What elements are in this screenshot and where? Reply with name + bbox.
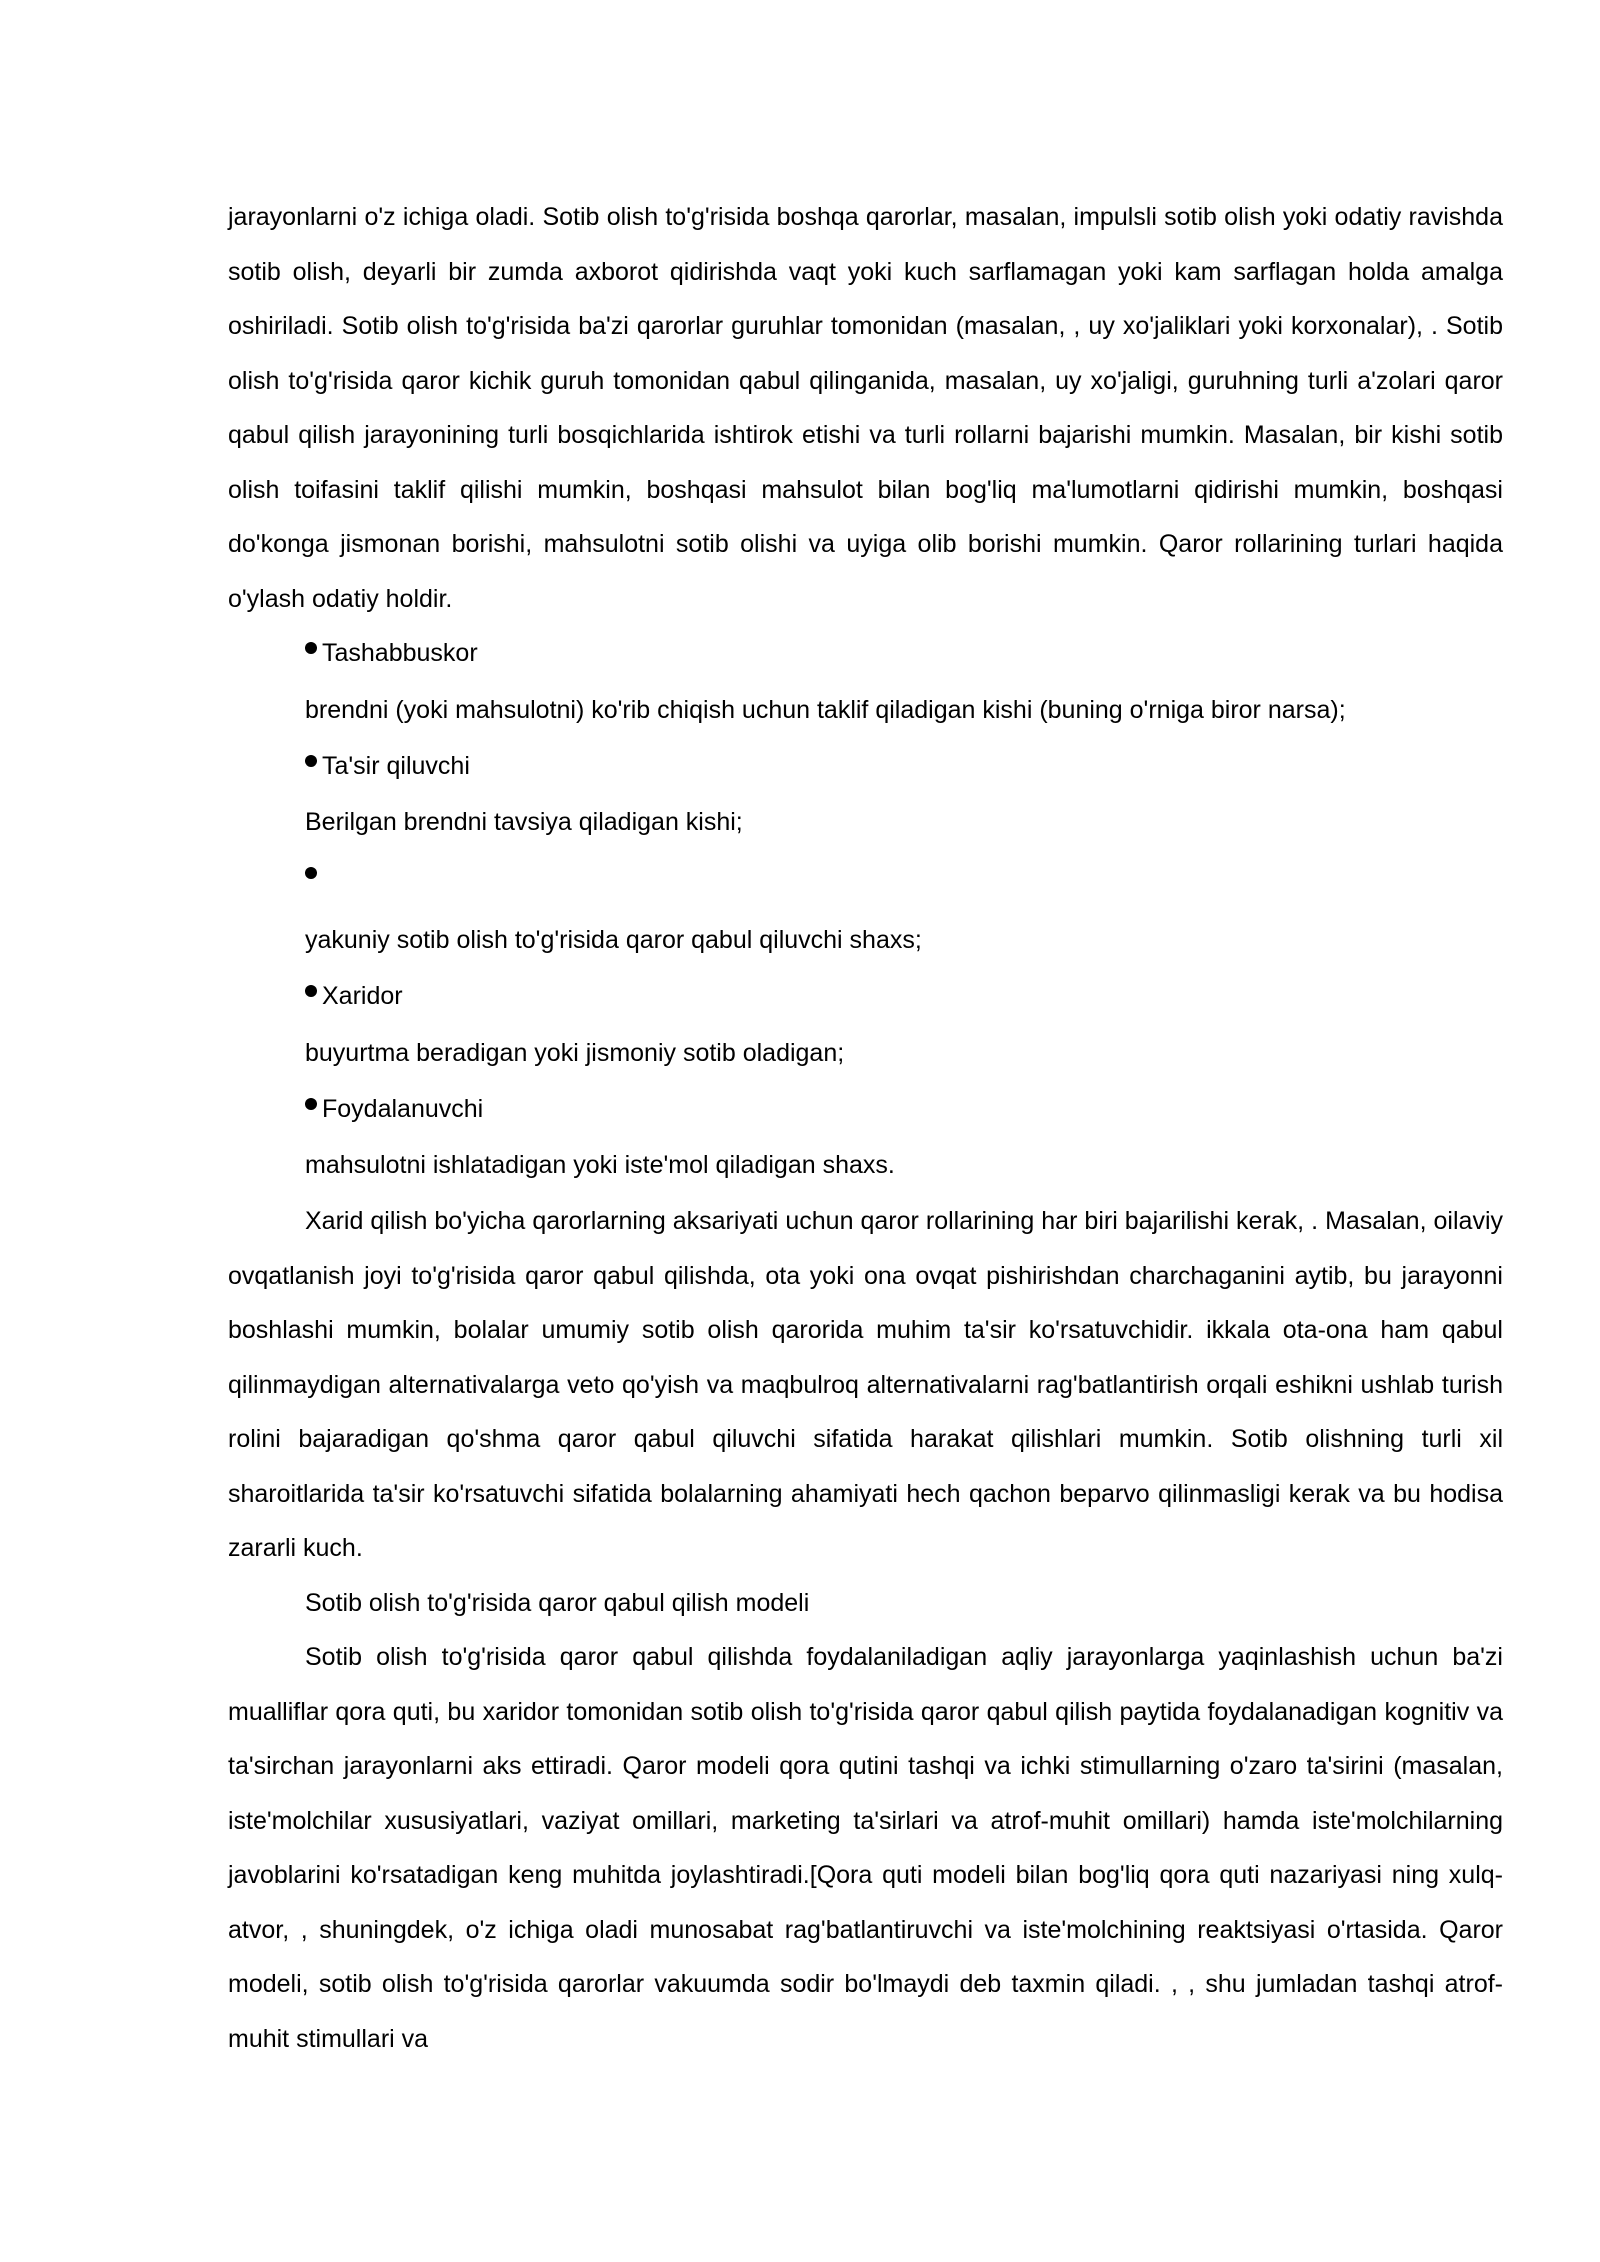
role-description: Berilgan brendni tavsiya qiladigan kishi; <box>305 808 743 836</box>
decision-roles-list <box>228 626 1503 1194</box>
role-title: Ta'sir qiluvchi <box>322 751 470 780</box>
page-body <box>228 190 1503 2066</box>
role-title: Tashabbuskor <box>322 639 478 667</box>
bullet-icon <box>305 1098 317 1110</box>
role-title: Xaridor <box>322 982 403 1010</box>
section-heading: Sotib olish to'g'risida qaror qabul qilish modeli <box>305 1588 810 1617</box>
list-item <box>228 851 1503 911</box>
body-paragraph: Sotib olish to'g'risida qaror qabul qilishda foydalaniladigan aqliy jarayonlarga yaqinlashish uchun ba'zi mualliflar qora quti, bu xaridor tomonidan sotib olish to'g'risida qaror qabul qilish paytida foydalanadigan kognitiv va ta'sirchan jarayonlarni aks ettiradi. Qaror modeli qora qutini tashqi va ichki stimullarning o'zaro ta'sirini (masalan, iste'molchilar xususiyatlari, vaziyat omillari, marketing ta'sirlari va atrof-muhit omillari) hamda iste'molchilarning javoblarini ko'rsatadigan keng muhitda joylashtiradi.[Qora quti modeli bilan bog'liq qora quti nazariyasi ning xulq-atvor, , shuningdek, o'z ichiga oladi munosabat rag'batlantiruvchi va iste'molchining reaktsiyasi o'rtasida. Qaror modeli, sotib olish to'g'risida qarorlar vakuumda sodir bo'lmaydi deb taxmin qiladi. , , shu jumladan tashqi atrof-muhit stimullari va <box>228 1643 1503 2053</box>
role-description: buyurtma beradigan yoki jismoniy sotib oladigan; <box>305 1038 845 1067</box>
bullet-icon <box>305 867 317 879</box>
role-title: Foydalanuvchi <box>322 1094 484 1123</box>
list-item <box>228 739 1503 794</box>
role-description: mahsulotni ishlatadigan yoki iste'mol qiladigan shaxs. <box>305 1151 895 1179</box>
bullet-icon <box>305 985 317 997</box>
bullet-icon <box>305 642 317 654</box>
role-description: yakuniy sotib olish to'g'risida qaror qabul qiluvchi shaxs; <box>305 926 922 954</box>
body-paragraph: Xarid qilish bo'yicha qarorlarning aksariyati uchun qaror rollarining har biri bajarilishi kerak, . Masalan, oilaviy ovqatlanish joyi to'g'risida qaror qabul qilishda, ota yoki ona ovqat pishirishdan charchaganini aytib, bu jarayonni boshlashi mumkin, bolalar umumiy sotib olish qarorida muhim ta'sir ko'rsatuvchidir. ikkala ota-ona ham qabul qilinmaydigan alternativalarga veto qo'yish va maqbulroq alternativalarni rag'batlantirish orqali eshikni ushlab turish rolini bajaradigan qo'shma qaror qabul qiluvchi sifatida harakat qilishlari mumkin. Sotib olishning turli xil sharoitlarida ta'sir ko'rsatuvchi sifatida bolalarning ahamiyati hech qachon beparvo qilinmasligi kerak va bu hodisa zararli kuch. <box>228 1207 1503 1562</box>
body-paragraph: jarayonlarni o'z ichiga oladi. Sotib olish to'g'risida boshqa qarorlar, masalan, impulsli sotib olish yoki odatiy ravishda sotib olish, deyarli bir zumda axborot qidirishda vaqt yoki kuch sarflamagan yoki kam sarflagan holda amalga oshiriladi. Sotib olish to'g'risida ba'zi qarorlar guruhlar tomonidan (masalan, , uy xo'jaliklari yoki korxonalar), . Sotib olish to'g'risida qaror kichik guruh tomonidan qabul qilinganida, masalan, uy xo'jaligi, guruhning turli a'zolari qaror qabul qilish jarayonining turli bosqichlarida ishtirok etishi va turli rollarni bajarishi mumkin. Masalan, bir kishi sotib olish toifasini taklif qilishi mumkin, boshqasi mahsulot bilan bog'liq ma'lumotlarni qidirishi mumkin, boshqasi do'konga jismonan borishi, mahsulotni sotib olishi va uyiga olib borishi mumkin. Qaror rollarining turlari haqida o'ylash odatiy holdir. <box>228 203 1503 613</box>
list-item <box>228 1082 1503 1137</box>
list-item <box>228 626 1503 681</box>
role-description: brendni (yoki mahsulotni) ko'rib chiqish uchun taklif qiladigan kishi (buning o'rniga biror narsa); <box>305 695 1346 724</box>
list-item <box>228 969 1503 1024</box>
bullet-icon <box>305 755 317 767</box>
